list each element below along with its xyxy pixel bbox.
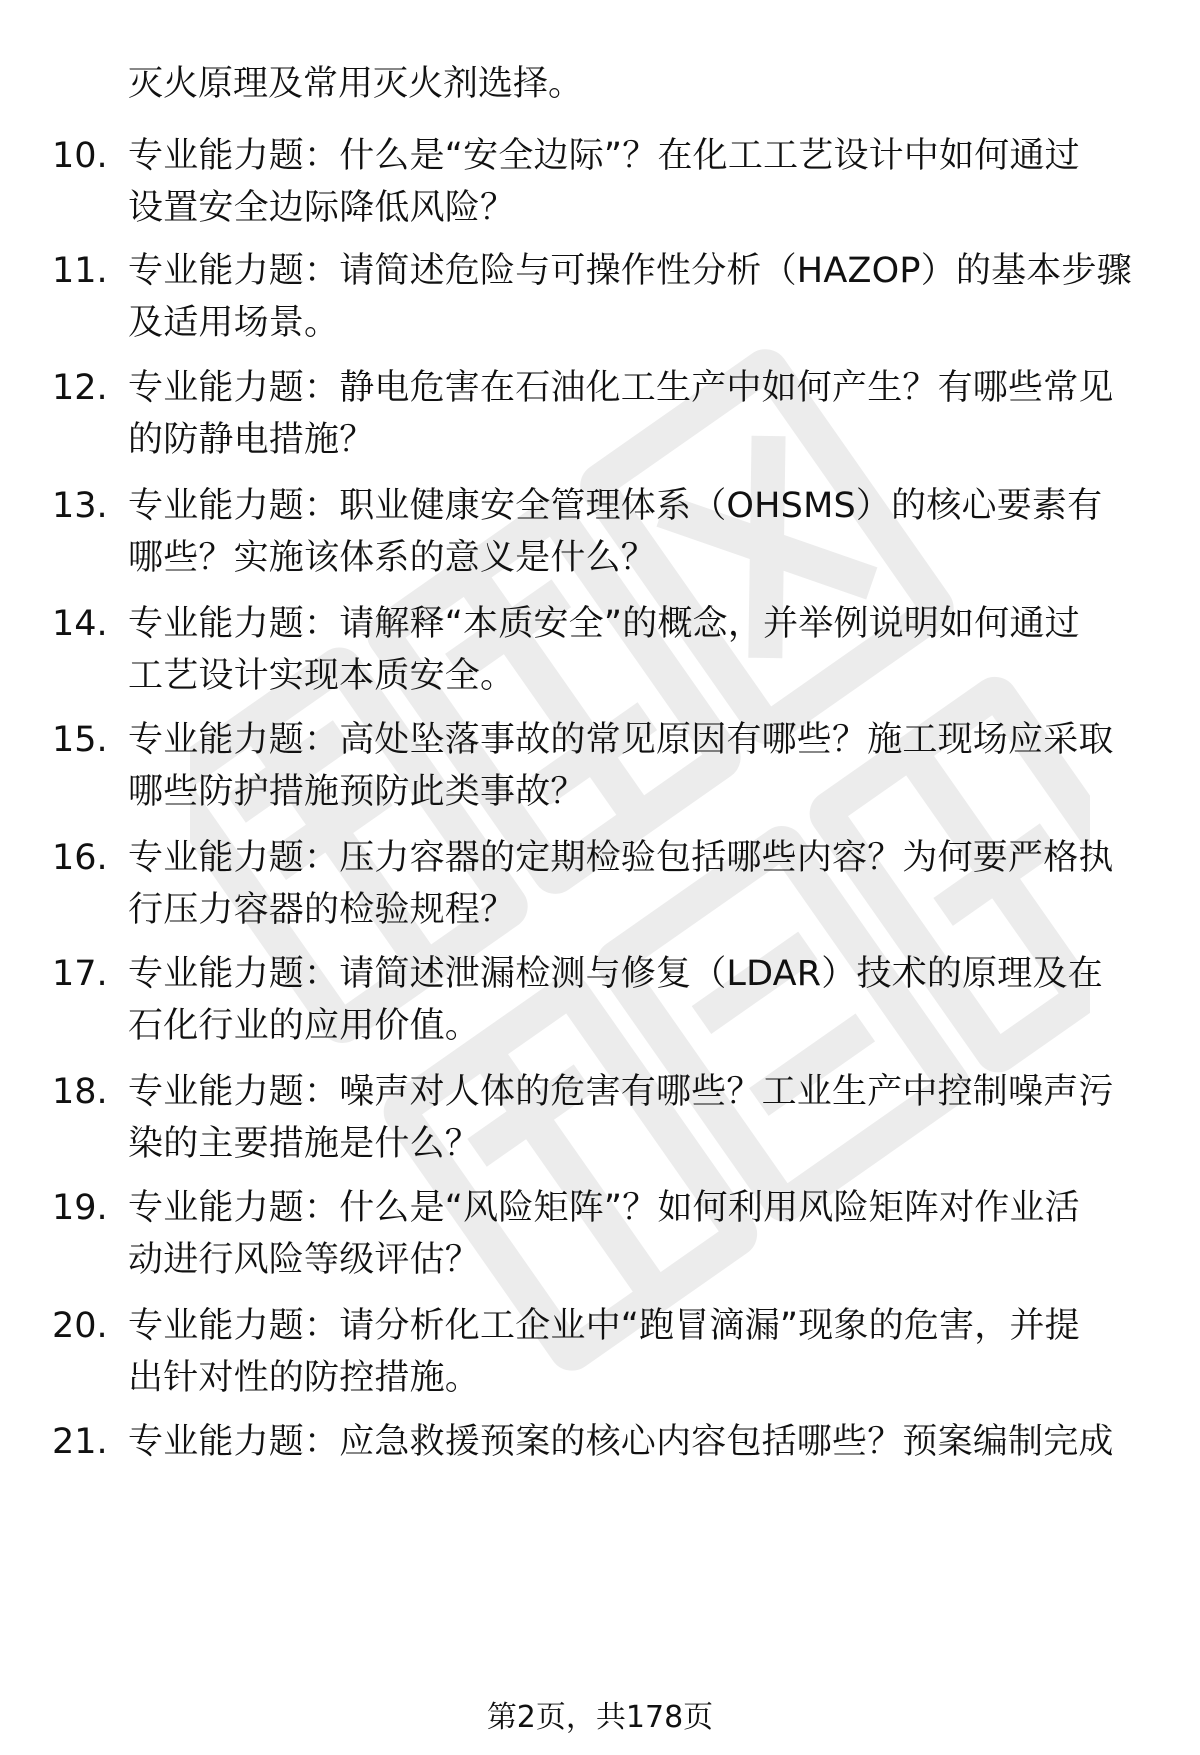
continuation-line: 灭火原理及常用灭火剂选择。 xyxy=(128,64,584,104)
question-number: 14. xyxy=(52,604,108,644)
question-number: 13. xyxy=(52,486,108,526)
question-item xyxy=(0,598,1200,708)
page-footer: 第2页，共178页 xyxy=(486,1700,714,1735)
question-number: 19. xyxy=(52,1188,108,1228)
question-item xyxy=(0,714,1200,824)
question-text-line-1: 专业能力题：压力容器的定期检验包括哪些内容？为何要严格执 xyxy=(128,838,1114,878)
question-number: 17. xyxy=(52,954,108,994)
question-item xyxy=(0,130,1200,240)
question-item xyxy=(0,362,1200,472)
question-text-line-1: 专业能力题：什么是“安全边际”？在化工工艺设计中如何通过 xyxy=(128,136,1080,176)
question-item xyxy=(0,1416,1200,1526)
question-number: 16. xyxy=(52,838,108,878)
question-text-line-1: 专业能力题：应急救援预案的核心内容包括哪些？预案编制完成 xyxy=(128,1422,1114,1462)
question-text-line-1: 专业能力题：静电危害在石油化工生产中如何产生？有哪些常见 xyxy=(128,368,1114,408)
question-text-line-1: 专业能力题：请分析化工企业中“跑冒滴漏”现象的危害，并提 xyxy=(128,1306,1080,1346)
question-text-line-2: 及适用场景。 xyxy=(128,303,340,343)
question-text-line-1: 专业能力题：请简述危险与可操作性分析（HAZOP）的基本步骤 xyxy=(128,251,1132,291)
question-text-line-2: 哪些？实施该体系的意义是什么？ xyxy=(128,538,657,578)
question-number: 11. xyxy=(52,251,108,291)
question-text-line-2: 行压力容器的检验规程？ xyxy=(128,890,516,930)
question-item xyxy=(0,480,1200,590)
question-item xyxy=(0,1066,1200,1176)
question-text-line-2: 石化行业的应用价值。 xyxy=(128,1006,481,1046)
question-item xyxy=(0,832,1200,942)
question-item xyxy=(0,245,1200,355)
question-item xyxy=(0,948,1200,1058)
question-text-line-2: 的防静电措施？ xyxy=(128,420,375,460)
question-item xyxy=(0,1300,1200,1410)
question-number: 10. xyxy=(52,136,108,176)
question-text-line-1: 专业能力题：噪声对人体的危害有哪些？工业生产中控制噪声污 xyxy=(128,1072,1114,1112)
question-text-line-1: 专业能力题：请简述泄漏检测与修复（LDAR）技术的原理及在 xyxy=(128,954,1103,994)
question-number: 12. xyxy=(52,368,108,408)
question-item xyxy=(0,1182,1200,1292)
question-text-line-2: 设置安全边际降低风险？ xyxy=(128,188,516,228)
question-text-line-2: 哪些防护措施预防此类事故？ xyxy=(128,772,586,812)
question-number: 18. xyxy=(52,1072,108,1112)
question-text-line-1: 专业能力题：什么是“风险矩阵”？如何利用风险矩阵对作业活 xyxy=(128,1188,1080,1228)
question-text-line-2: 工艺设计实现本质安全。 xyxy=(128,656,516,696)
question-text-line-1: 专业能力题：高处坠落事故的常见原因有哪些？施工现场应采取 xyxy=(128,720,1114,760)
question-text-line-1: 专业能力题：职业健康安全管理体系（OHSMS）的核心要素有 xyxy=(128,486,1103,526)
question-text-line-1: 专业能力题：请解释“本质安全”的概念，并举例说明如何通过 xyxy=(128,604,1080,644)
question-number: 21. xyxy=(52,1422,108,1462)
question-text-line-2: 染的主要措施是什么？ xyxy=(128,1124,481,1164)
question-text-line-2: 出针对性的防控措施。 xyxy=(128,1358,481,1398)
question-number: 20. xyxy=(52,1306,108,1346)
question-text-line-2: 动进行风险等级评估？ xyxy=(128,1240,481,1280)
question-number: 15. xyxy=(52,720,108,760)
